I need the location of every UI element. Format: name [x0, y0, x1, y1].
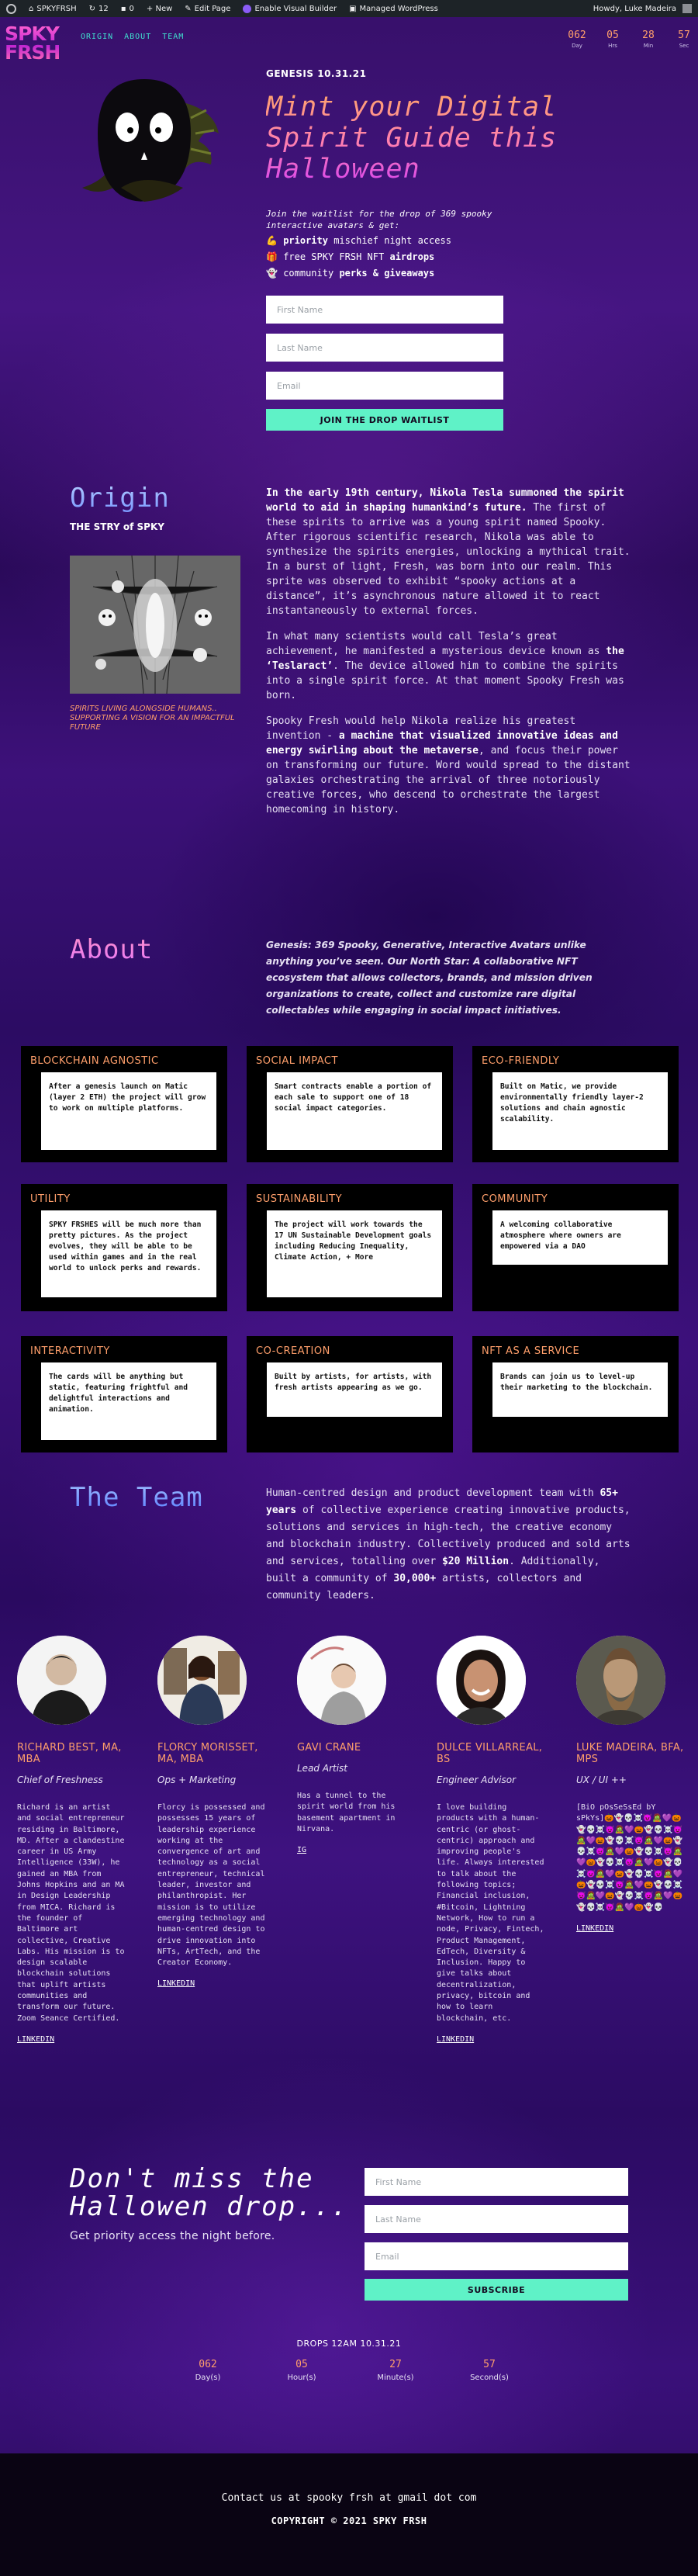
countdown-minutes: 28 Min — [642, 29, 655, 49]
ghost-icon: 👻 — [266, 268, 278, 279]
feature-card: ECO-FRIENDLY Built on Matic, we provide environmentally friendly layer-2 solutions and chain agnostic scalability. — [472, 1046, 679, 1162]
feature-card: UTILITY SPKY FRSHES will be much more than pretty pictures. As the project evolves, they will be able to be used within games and in the real world to unlock perks and rewards. — [21, 1184, 227, 1311]
linkedin-link[interactable]: LINKEDIN — [17, 2034, 55, 2044]
origin-title: Origin — [70, 483, 170, 514]
join-waitlist-button[interactable]: JOIN THE DROP WAITLIST — [266, 409, 503, 431]
team-member-card: FLORCY MORISSET, MA, MBA Ops + Marketing Florcy is possessed and possesses 15 years of leadership experience working at the convergence of art and technology as a social entrepreneur, technical leader, investor and philanthropist. Her mission is to utilize emerging technology and human-centred design to drive innovation into NFTs, ArtTech, and the Creator Economy. LINKEDIN — [157, 1636, 266, 1989]
admin-managed-wp-link[interactable]: ▣ Managed WordPress — [349, 4, 438, 13]
origin-caption: SPIRITS LIVING ALONGSIDE HUMANS.. SUPPORTING A VISION FOR AN IMPACTFUL FUTURE — [70, 705, 235, 732]
divi-icon — [243, 5, 251, 13]
team-title: The Team — [70, 1482, 203, 1513]
gift-icon: 🎁 — [266, 251, 278, 262]
cta-first-name-input[interactable]: First Name — [365, 2168, 628, 2196]
linkedin-link[interactable]: LINKEDIN — [157, 1979, 195, 1989]
cta-last-name-input[interactable]: Last Name — [365, 2205, 628, 2233]
admin-new-link[interactable]: + New — [146, 4, 173, 13]
perk-item: 🎁 free SPKY FRSH NFT airdrops — [266, 251, 435, 262]
genesis-date: GENESIS 10.31.21 — [266, 68, 367, 79]
feature-card: CO-CREATION Built by artists, for artists, with fresh artists appearing as we go. — [247, 1336, 453, 1452]
admin-comments-link[interactable]: ▪ 0 — [120, 4, 134, 13]
drop-countdown-seconds: 57 Second(s) — [470, 2359, 509, 2382]
avatar — [576, 1636, 665, 1725]
cta-email-input[interactable]: Email — [365, 2242, 628, 2270]
drop-countdown-minutes: 27 Minute(s) — [377, 2359, 414, 2382]
hero-title: Mint your Digital Spirit Guide this Halloween — [266, 92, 631, 185]
avatar — [437, 1636, 526, 1725]
cta-subtitle: Get priority access the night before. — [70, 2230, 275, 2242]
perk-item: 💪 priority mischief night access — [266, 235, 451, 246]
main-nav — [81, 33, 184, 41]
header-countdown — [565, 29, 696, 49]
feature-card: NFT AS A SERVICE Brands can join us to level-up their marketing to the blockchain. — [472, 1336, 679, 1452]
home-icon: ⌂ — [29, 4, 34, 13]
hero-last-name-input[interactable]: Last Name — [266, 334, 503, 362]
countdown-day: 062 Day — [568, 29, 586, 49]
footer-copyright: COPYRIGHT © 2021 SPKY FRSH — [271, 2515, 427, 2526]
origin-paragraph: Spooky Fresh would help Nikola realize his greatest invention - a machine that visualized innovative ideas and energy swirling about the metaverse, and focus their power on transforming our future. Word would spread to the distant galaxies orchestrating the arrival of three notoriously creative forces, who descend to orchestrate the largest homecoming in history. — [266, 715, 631, 815]
wp-admin-bar — [0, 0, 698, 17]
admin-visual-builder-link[interactable]: Enable Visual Builder — [243, 5, 337, 13]
wp-logo-icon[interactable] — [6, 4, 16, 14]
instagram-link[interactable]: IG — [297, 1846, 307, 1855]
about-title: About — [70, 934, 154, 965]
origin-story — [266, 486, 631, 828]
avatar — [17, 1636, 106, 1725]
hero-subtitle: Join the waitlist for the drop of 369 spooky interactive avatars & get: — [266, 209, 492, 230]
perks-list — [266, 233, 522, 282]
admin-edit-page-link[interactable]: ✎ Edit Page — [185, 4, 231, 13]
drop-countdown-hours: 05 Hour(s) — [287, 2359, 316, 2382]
team-member-card: GAVI CRANE Lead Artist Has a tunnel to the spirit world from his basement apartment in Nirvana. IG — [297, 1636, 406, 1855]
avatar-icon — [682, 4, 692, 13]
hero-email-input[interactable]: Email — [266, 372, 503, 400]
feature-card: INTERACTIVITY The cards will be anything but static, featuring frightful and delightful interactions and animation. — [21, 1336, 227, 1452]
updates-icon: ↻ — [88, 4, 96, 13]
avatar — [157, 1636, 247, 1725]
team-member-card: RICHARD BEST, MA, MBA Chief of Freshness Richard is an artist and social entrepreneur residing in Baltimore, MD. After a clandestine career in US Army Intelligence (33W), he gained an MBA from Johns Hopkins and an MA in Design Leadership from MICA. Richard is the founder of Baltimore art collective, Creative Labs. His mission is to design scalable blockchain solutions that uplift artists communities and transform our future. Zoom Seance Certified. LINKEDIN — [17, 1636, 126, 2045]
hero-first-name-input[interactable]: First Name — [266, 296, 503, 324]
pencil-icon: ✎ — [185, 4, 192, 13]
about-description: Genesis: 369 Spooky, Generative, Interactive Avatars unlike anything you’ve seen. Our North Star: A collaborative NFT ecosystem that allows collectors, brands, and mission driven organizations to create, collect and customize rare digital collectables while engaging in social impact initiatives. — [266, 940, 593, 1016]
team-member-card: DULCE VILLARREAL, BS Engineer Advisor I love building products with a human-centric (or ghost-centric) approach and improving people's life. Always interested to talk about the following topics; Financial inclusion, #Bitcoin, Lightning Network, How to run a node, Privacy, Fintech, Product Management, EdTech, Diversity & Inclusion. Happy to give talks about decentralization, privacy, bitcoin and how to learn blockchain, etc. LINKEDIN — [437, 1636, 545, 2045]
feature-card: COMMUNITY A welcoming collaborative atmosphere where owners are empowered via a DAO — [472, 1184, 679, 1311]
subscribe-button[interactable]: SUBSCRIBE — [365, 2279, 628, 2301]
nav-origin[interactable]: ORIGIN — [81, 33, 114, 41]
avatar — [297, 1636, 386, 1725]
site-footer — [0, 2453, 698, 2576]
comment-icon: ▪ — [120, 4, 126, 13]
ghost-mascot-illustration — [67, 71, 222, 211]
countdown-seconds: 57 Sec — [678, 29, 690, 49]
admin-updates-link[interactable]: ↻ 12 — [88, 4, 109, 13]
cta-title: Don't miss the Hallowen drop... — [70, 2163, 349, 2222]
perk-item: 👻 community perks & giveaways — [266, 268, 435, 279]
feature-card: SOCIAL IMPACT Smart contracts enable a portion of each sale to support one of 18 social impact categories. — [247, 1046, 453, 1162]
flexed-bicep-icon: 💪 — [266, 235, 278, 246]
team-member-card: LUKE MADEIRA, BFA, MPS UX / UI ++ [BiO pOsSeSsEd bY sPkYs]🎃👻💀☠️😈🧟💜🎃👻💀☠️😈🧟💜🎃👻💀☠️😈🧟💜🎃👻💀☠️😈🧟💜🎃👻💀☠️😈🧟💜🎃👻💀☠️😈🧟💜🎃👻💀☠️😈🧟💜🎃👻💀☠️😈🧟💜🎃👻💀☠️😈🧟💜🎃👻💀☠️😈🧟💜🎃👻💀☠️😈🧟💜🎃👻💀☠️😈🧟💜🎃👻💀☠️😈🧟💜🎃👻💀 LINKEDIN — [576, 1636, 685, 1934]
managed-icon: ▣ — [349, 4, 357, 13]
feature-card: SUSTAINABILITY The project will work towards the 17 UN Sustainable Development goals including Reducing Inequality, Climate Action, + More — [247, 1184, 453, 1311]
admin-account-link[interactable]: Howdy, Luke Madeira — [593, 4, 692, 13]
feature-card: BLOCKCHAIN AGNOSTIC After a genesis launch on Matic (layer 2 ETH) the project will grow to work on multiple platforms. — [21, 1046, 227, 1162]
footer-contact: Contact us at spooky frsh at gmail dot com — [221, 2492, 477, 2504]
site-logo[interactable]: SPKY FRSH — [5, 25, 65, 62]
countdown-hours: 05 Hrs — [606, 29, 619, 49]
admin-site-link[interactable]: ⌂ SPKYFRSH — [29, 4, 77, 13]
origin-subtitle: THE STRY of SPKY — [70, 521, 164, 532]
linkedin-link[interactable]: LINKEDIN — [576, 1923, 614, 1933]
team-description: Human-centred design and product development team with 65+ years of collective experience creating innovative products, solutions and services in high-tech, the creative economy and blockchain industry. Collectively produced and sold arts and services, totalling over $20 Million. Additionally, built a community of 30,000+ artists, collectors and community leaders. — [266, 1487, 631, 1601]
origin-artwork-image — [70, 556, 240, 694]
origin-paragraph: In what many scientists would call Tesla’s great achievement, he manifested a mysterious device known as the ‘Teslaract’. The device allowed him to combine the spirits into a single spirit force. At that moment Spooky Fresh was born. — [266, 631, 624, 701]
drop-countdown-days: 062 Day(s) — [195, 2359, 221, 2382]
origin-paragraph: In the early 19th century, Nikola Tesla summoned the spirit world to aid in shaping humankind’s future. The first of these spirits to arrive was a young spirit named Spooky. After rigorous scientific research, Nikola was able to synthesize the spirits energies, unlocking a mythical trait. In a burst of light, Fresh, was born into our realm. This sprite was observed to exhibit “spooky actions at a distance”, it’s asynchronous nature allowed it to react instantaneously to external forces. — [266, 487, 631, 617]
nav-about[interactable]: ABOUT — [124, 33, 152, 41]
nav-team[interactable]: TEAM — [162, 33, 185, 41]
linkedin-link[interactable]: LINKEDIN — [437, 2034, 475, 2044]
drop-label: DROPS 12AM 10.31.21 — [296, 2339, 402, 2349]
